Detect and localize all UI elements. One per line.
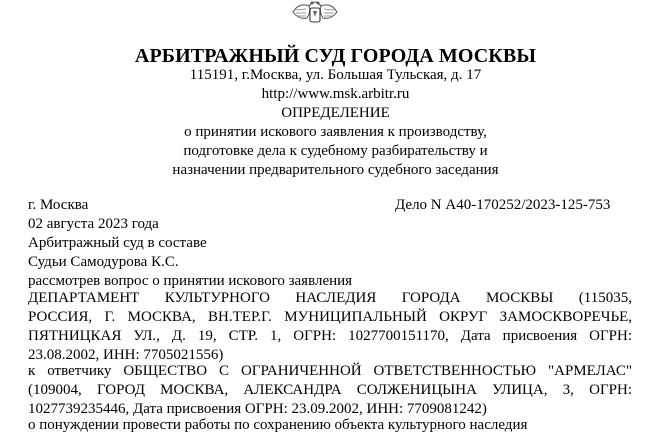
- court-address: 115191, г.Москва, ул. Большая Тульская, д. 17: [189, 67, 482, 83]
- judge-name: Судьи Самодурова К.С.: [28, 254, 179, 270]
- court-website: http://www.msk.arbitr.ru: [261, 86, 410, 102]
- state-emblem-icon: [285, 0, 345, 24]
- considered-text: рассмотрев вопрос о принятии искового заявления: [28, 273, 353, 289]
- document-subject-line: подготовке дела к судебному разбирательству и: [183, 143, 488, 159]
- document-type: ОПРЕДЕЛЕНИЕ: [281, 105, 390, 121]
- plaintiff-line: РОССИЯ, Г. МОСКВА, ВН.ТЕР.Г. МУНИЦИПАЛЬНЫЙ ОКРУГ ЗАМОСКВОРЕЧЬЕ,: [28, 309, 632, 325]
- plaintiff-block: [28, 289, 632, 365]
- document-subject-line: о принятии искового заявления к производству,: [184, 124, 487, 140]
- decision-date: 02 августа 2023 года: [28, 216, 159, 232]
- defendant-line: (109004, ГОРОД МОСКВА, АЛЕКСАНДРА СОЛЖЕНИЦЫНА УЛИЦА, 3, ОГРН:: [28, 382, 632, 398]
- document-subject-line: назначении предварительного судебного заседания: [172, 162, 499, 178]
- plaintiff-line: 23.08.2002, ИНН: 7705021556): [28, 347, 224, 363]
- defendant-block: [28, 362, 632, 419]
- defendant-line: 1027739235446, Дата присвоения ОГРН: 23.09.2002, ИНН: 7709081242): [28, 401, 487, 417]
- city: г. Москва: [28, 197, 89, 213]
- plaintiff-line: ДЕПАРТАМЕНТ КУЛЬТУРНОГО НАСЛЕДИЯ ГОРОДА МОСКВЫ (115035,: [28, 290, 632, 306]
- claim-text: о понуждении провести работы по сохранению объекта культурного наследия: [28, 417, 528, 433]
- court-composition: Арбитражный суд в составе: [28, 235, 207, 251]
- case-number: Дело N А40-170252/2023-125-753: [395, 197, 611, 213]
- plaintiff-line: ПЯТНИЦКАЯ УЛ., Д. 19, СТР. 1, ОГРН: 1027700151170, Дата присвоения ОГРН:: [28, 328, 632, 344]
- defendant-line: к ответчику ОБЩЕСТВО С ОГРАНИЧЕННОЙ ОТВЕТСТВЕННОСТЬЮ "АРМЕЛАС": [28, 363, 632, 379]
- court-name: АРБИТРАЖНЫЙ СУД ГОРОДА МОСКВЫ: [134, 45, 537, 67]
